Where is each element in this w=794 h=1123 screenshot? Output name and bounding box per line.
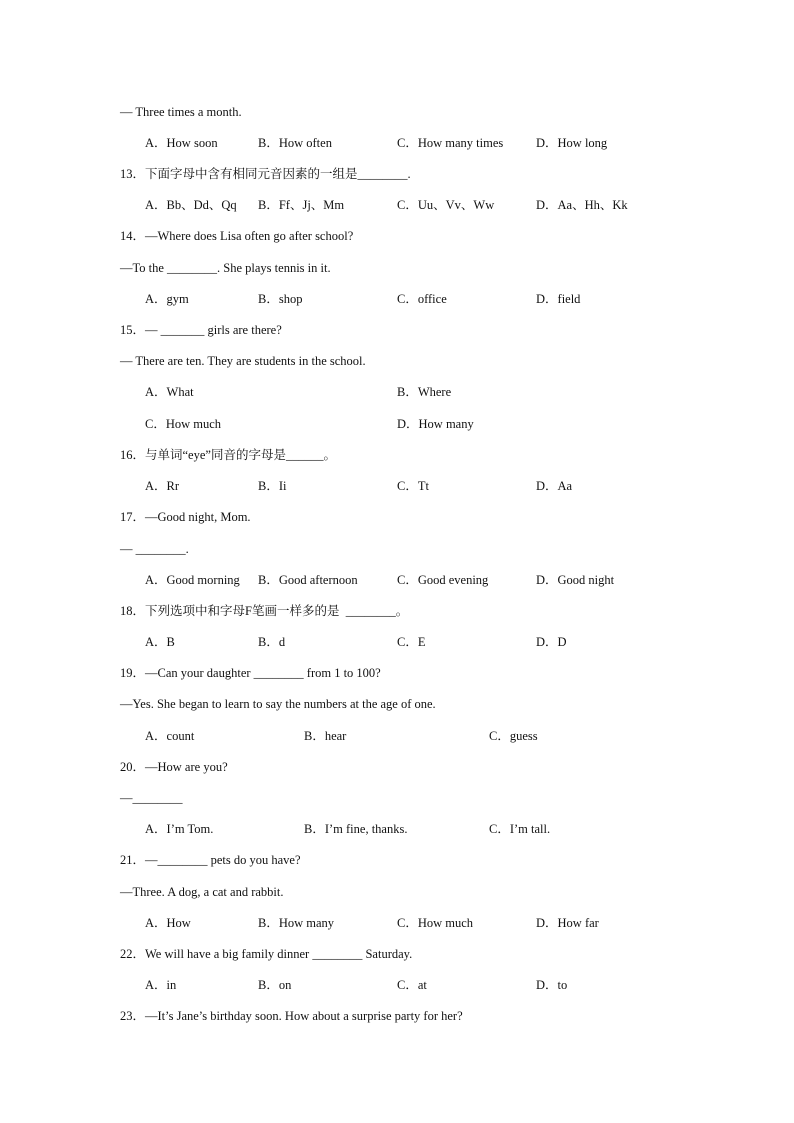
q15-option-c: C．How much [145,417,222,431]
q13-option-b: B．Ff、Jj、Mm [258,198,345,212]
q20-stem: 20．—How are you? [120,760,228,774]
q15-options-row2 [0,416,794,432]
q12-answer-line: — Three times a month. [120,105,242,119]
q18-option-d: D．D [536,635,567,649]
q22-option-a: A．in [145,978,177,992]
q21-options [0,915,794,931]
q12-options [0,135,794,151]
q15-stem: 15．— _______ girls are there? [120,323,282,337]
q17-stem: 17．—Good night, Mom. [120,510,251,524]
q22-option-d: D．to [536,978,568,992]
q15-options-row1 [0,384,794,400]
q18-option-c: C．E [397,635,426,649]
q21-option-d: D．How far [536,916,599,930]
q14-option-d: D．field [536,292,581,306]
q20-options [0,821,794,837]
q17-option-c: C．Good evening [397,573,489,587]
q23-stem: 23．—It’s Jane’s birthday soon. How about a surprise party for her? [120,1009,463,1023]
q16-stem: 16．与单词“eye”同音的字母是______。 [120,448,336,462]
q13-option-d: D．Aa、Hh、Kk [536,198,628,212]
q13-option-a: A．Bb、Dd、Qq [145,198,237,212]
q21-option-a: A．How [145,916,191,930]
q17-options [0,572,794,588]
q19-option-a: A．count [145,729,195,743]
q15-option-d: D．How many [397,417,474,431]
q21-stem: 21．—________ pets do you have? [120,853,301,867]
q17-line2: — ________. [120,542,189,556]
q18-option-a: A．B [145,635,175,649]
q20-option-c: C．I’m tall. [489,822,551,836]
q14-option-b: B．shop [258,292,303,306]
q12-option-a: A．How soon [145,136,218,150]
q18-options [0,634,794,650]
q14-options [0,291,794,307]
q16-option-a: A．Rr [145,479,180,493]
q21-option-c: C．How much [397,916,474,930]
q20-line2: —________ [120,791,183,805]
q14-stem: 14．—Where does Lisa often go after school? [120,229,354,243]
q20-option-a: A．I’m Tom. [145,822,214,836]
q14-line2: —To the ________. She plays tennis in it. [120,261,331,275]
q18-option-b: B．d [258,635,286,649]
q13-stem: 13．下面字母中含有相同元音因素的一组是________. [120,167,411,181]
q22-option-b: B．on [258,978,292,992]
q14-option-c: C．office [397,292,447,306]
q13-option-c: C．Uu、Vv、Ww [397,198,495,212]
q16-option-c: C．Tt [397,479,429,493]
q13-options [0,197,794,213]
q19-line2: —Yes. She began to learn to say the numbers at the age of one. [120,697,436,711]
q16-option-b: B．Ii [258,479,287,493]
q18-stem: 18．下列选项中和字母F笔画一样多的是 ________。 [120,604,409,618]
q15-option-a: A．What [145,385,194,399]
q21-option-b: B．How many [258,916,335,930]
q15-option-b: B．Where [397,385,452,399]
q21-line2: —Three. A dog, a cat and rabbit. [120,885,284,899]
q22-option-c: C．at [397,978,427,992]
q16-options [0,478,794,494]
q19-option-c: C．guess [489,729,538,743]
q19-options [0,728,794,744]
q20-option-b: B．I’m fine, thanks. [304,822,408,836]
q15-line2: — There are ten. They are students in the school. [120,354,366,368]
q17-option-b: B．Good afternoon [258,573,358,587]
q12-option-c: C．How many times [397,136,504,150]
q14-option-a: A．gym [145,292,189,306]
q22-options [0,977,794,993]
q17-option-a: A．Good morning [145,573,240,587]
q12-option-b: B．How often [258,136,332,150]
q22-stem: 22．We will have a big family dinner ________ Saturday. [120,947,413,961]
q19-stem: 19．—Can your daughter ________ from 1 to 100? [120,666,381,680]
q19-option-b: B．hear [304,729,347,743]
q12-option-d: D．How long [536,136,608,150]
q17-option-d: D．Good night [536,573,615,587]
q16-option-d: D．Aa [536,479,573,493]
